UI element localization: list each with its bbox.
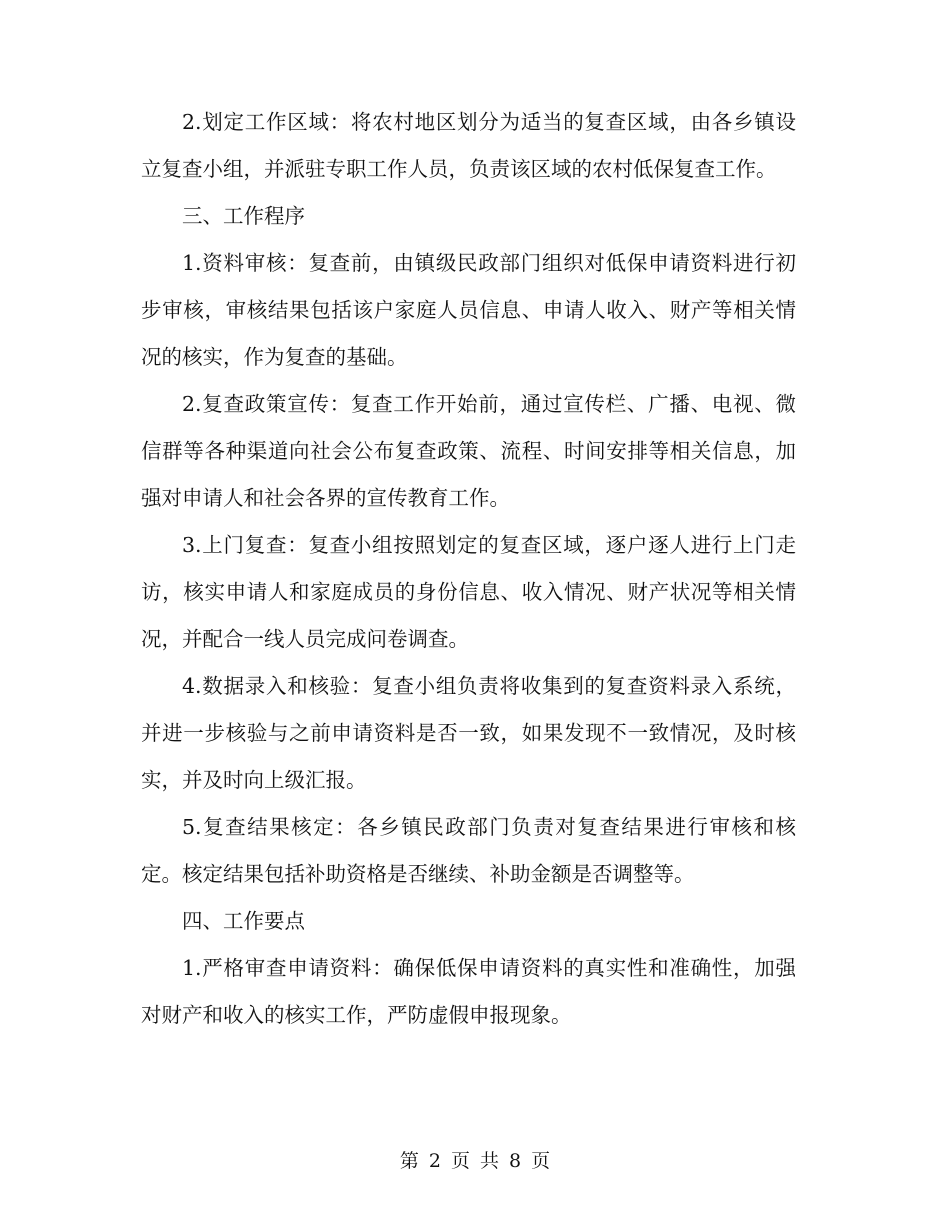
page-number-footer: 第 2 页 共 8 页 [399, 1150, 551, 1172]
paragraph-strict-review: 1.严格审查申请资料：确保低保申请资料的真实性和准确性，加强对财产和收入的核实工作，严防虚假申报现象。 [141, 956, 796, 1027]
paragraph-policy-publicity: 2.复查政策宣传：复查工作开始前，通过宣传栏、广播、电视、微信群等各种渠道向社会公布复查政策、流程、时间安排等相关信息，加强对申请人和社会各界的宣传教育工作。 [141, 392, 796, 510]
paragraph-zoning: 2.划定工作区域：将农村地区划分为适当的复查区域，由各乡镇设立复查小组，并派驻专职工作人员，负责该区域的农村低保复查工作。 [141, 110, 796, 181]
paragraph-result-determination: 5.复查结果核定：各乡镇民政部门负责对复查结果进行审核和核定。核定结果包括补助资格是否继续、补助金额是否调整等。 [141, 815, 796, 886]
paragraph-data-entry: 4.数据录入和核验：复查小组负责将收集到的复查资料录入系统，并进一步核验与之前申请资料是否一致，如果发现不一致情况，及时核实，并及时向上级汇报。 [141, 674, 796, 792]
document-body [141, 99, 796, 1039]
paragraph-home-visit: 3.上门复查：复查小组按照划定的复查区域，逐户逐人进行上门走访，核实申请人和家庭成员的身份信息、收入情况、财产状况等相关情况，并配合一线人员完成问卷调查。 [141, 533, 796, 651]
paragraph-document-review: 1.资料审核：复查前，由镇级民政部门组织对低保申请资料进行初步审核，审核结果包括该户家庭人员信息、申请人收入、财产等相关情况的核实，作为复查的基础。 [141, 251, 796, 369]
section-heading-key-points: 四、工作要点 [182, 909, 305, 933]
section-heading-work-procedure: 三、工作程序 [182, 204, 305, 228]
